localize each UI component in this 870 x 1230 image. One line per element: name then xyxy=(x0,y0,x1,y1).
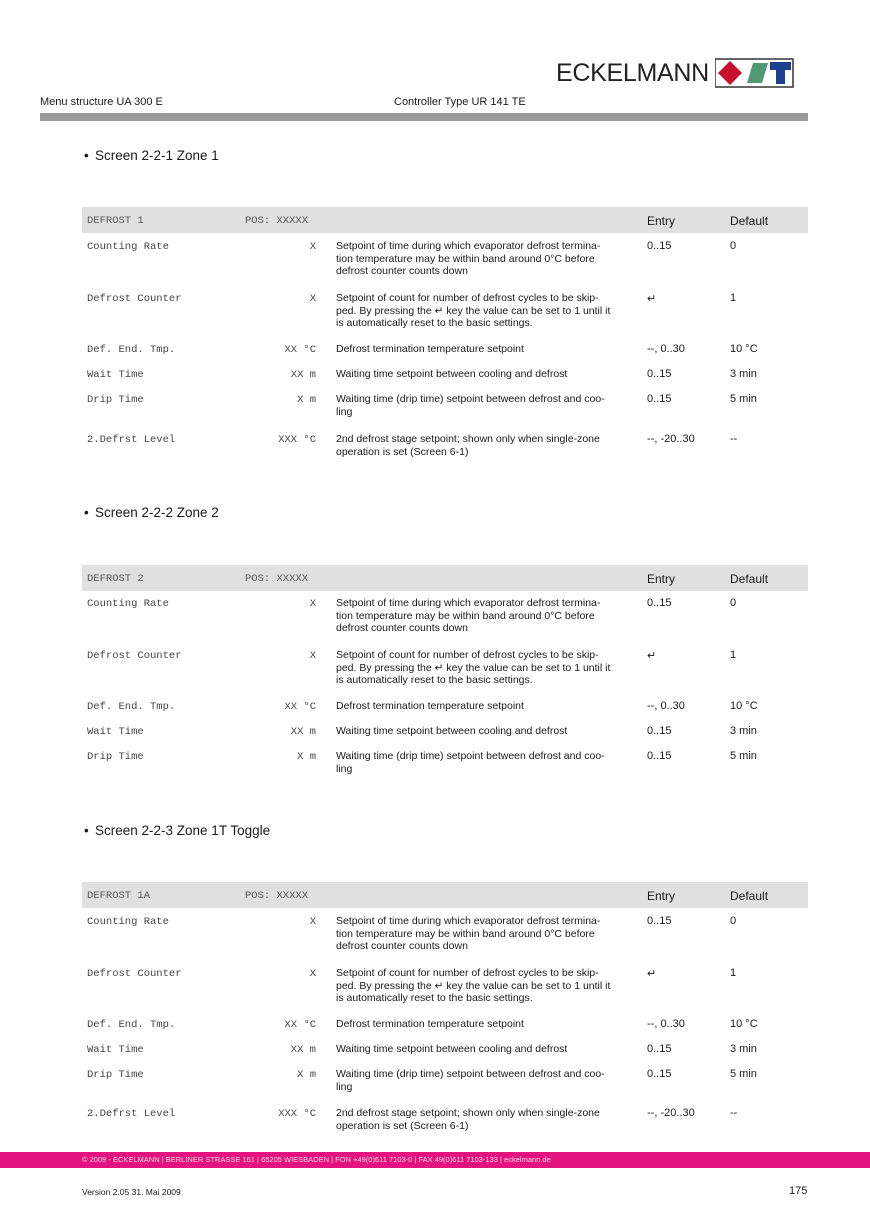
description-line: Setpoint of time during which evaporator defrost termina- xyxy=(336,240,601,252)
description-line: ling xyxy=(336,1080,353,1093)
section-title xyxy=(84,505,219,520)
footer-bar xyxy=(0,1152,870,1168)
entry-range: --, 0..30 xyxy=(647,343,685,355)
description-line: Waiting time setpoint between cooling and defrost xyxy=(336,725,568,737)
default-value: 3 min xyxy=(730,725,757,737)
description-line: ling xyxy=(336,405,353,418)
default-value: -- xyxy=(730,433,738,445)
parameter-description xyxy=(336,700,640,713)
parameter-name: Counting Rate xyxy=(87,598,169,610)
description-line: Defrost termination temperature setpoint xyxy=(336,343,524,355)
screen-name: DEFROST 1 xyxy=(87,215,144,227)
parameter-value-format: X xyxy=(309,650,316,662)
parameter-name: Def. End. Tmp. xyxy=(87,344,176,356)
parameter-value-format: X m xyxy=(297,1069,316,1081)
entry-range: --, 0..30 xyxy=(647,1018,685,1030)
parameter-value-format: XX m xyxy=(290,726,316,738)
description-line: tion temperature may be within band around 0°C before xyxy=(336,927,595,940)
default-column-header: Default xyxy=(730,889,769,903)
entry-range: --, 0..30 xyxy=(647,700,685,712)
logo-mark-icon xyxy=(715,58,795,88)
entry-range: ↵ xyxy=(647,293,657,305)
version-date: Version 2.05 31. Mai 2009 xyxy=(82,1187,181,1197)
section-title-text: Screen 2-2-3 Zone 1T Toggle xyxy=(95,823,271,838)
parameter-value-format: XX °C xyxy=(284,1019,316,1031)
entry-range: 0..15 xyxy=(647,597,672,609)
parameter-name: Wait Time xyxy=(87,369,144,381)
description-line: is automatically reset to the basic settings. xyxy=(336,992,533,1004)
description-line: Waiting time setpoint between cooling and defrost xyxy=(336,368,568,380)
header-divider-bar xyxy=(40,113,808,121)
parameter-description xyxy=(336,725,640,738)
header-doc-title: Menu structure UA 300 E xyxy=(40,96,163,108)
entry-range: ↵ xyxy=(647,968,657,980)
default-value: 0 xyxy=(730,915,737,927)
parameter-name: Counting Rate xyxy=(87,916,169,928)
parameter-value-format: XX °C xyxy=(284,701,316,713)
parameter-description xyxy=(336,393,640,418)
default-value: 1 xyxy=(730,292,737,304)
parameter-value-format: X xyxy=(309,241,316,253)
parameter-table xyxy=(82,207,808,473)
page-number: 175 xyxy=(789,1185,808,1197)
header-controller-type: Controller Type UR 141 TE xyxy=(394,96,526,108)
default-value: 5 min xyxy=(730,1068,757,1080)
parameter-description xyxy=(336,1068,640,1093)
entry-range: 0..15 xyxy=(647,240,672,252)
parameter-name: Defrost Counter xyxy=(87,293,182,305)
description-line: tion temperature may be within band around 0°C before xyxy=(336,252,595,265)
entry-range: 0..15 xyxy=(647,1043,672,1055)
description-line: Setpoint of count for number of defrost cycles to be skip- xyxy=(336,967,599,979)
description-line: Setpoint of time during which evaporator defrost termina- xyxy=(336,597,601,609)
default-column-header: Default xyxy=(730,214,769,228)
description-line: Waiting time (drip time) setpoint between defrost and coo- xyxy=(336,1068,605,1080)
parameter-name: Wait Time xyxy=(87,1044,144,1056)
parameter-description xyxy=(336,597,640,635)
description-line: is automatically reset to the basic settings. xyxy=(336,317,533,329)
parameter-description xyxy=(336,1018,640,1031)
section-title xyxy=(84,148,219,163)
parameter-description xyxy=(336,750,640,775)
parameter-value-format: XXX °C xyxy=(278,434,316,446)
parameter-name: Def. End. Tmp. xyxy=(87,701,176,713)
description-line: defrost counter counts down xyxy=(336,265,468,277)
default-value: 0 xyxy=(730,597,737,609)
default-value: 10 °C xyxy=(730,343,758,355)
description-line: is automatically reset to the basic settings. xyxy=(336,674,533,686)
parameter-description xyxy=(336,433,640,458)
default-column-header: Default xyxy=(730,572,769,586)
bullet-icon: • xyxy=(84,148,89,163)
entry-range: --, -20..30 xyxy=(647,433,695,445)
parameter-description xyxy=(336,967,640,1005)
parameter-name: Drip Time xyxy=(87,751,144,763)
default-value: 1 xyxy=(730,967,737,979)
position-label: POS: XXXXX xyxy=(245,573,309,585)
description-line: Setpoint of time during which evaporator defrost termina- xyxy=(336,915,601,927)
parameter-value-format: X m xyxy=(297,751,316,763)
parameter-value-format: XXX °C xyxy=(278,1108,316,1120)
parameter-name: Counting Rate xyxy=(87,241,169,253)
table-header xyxy=(82,565,808,591)
parameter-description xyxy=(336,368,640,381)
parameter-value-format: X xyxy=(309,968,316,980)
description-line: Defrost termination temperature setpoint xyxy=(336,1018,524,1030)
parameter-name: Def. End. Tmp. xyxy=(87,1019,176,1031)
parameter-name: 2.Defrst Level xyxy=(87,1108,176,1120)
logo-wordmark: ECKELMANN xyxy=(556,58,709,87)
parameter-value-format: XX °C xyxy=(284,344,316,356)
default-value: 3 min xyxy=(730,1043,757,1055)
description-line: ped. By pressing the ↵ key the value can be set to 1 until it xyxy=(336,661,611,674)
entry-range: 0..15 xyxy=(647,750,672,762)
entry-range: --, -20..30 xyxy=(647,1107,695,1119)
section-title-text: Screen 2-2-2 Zone 2 xyxy=(95,505,219,520)
description-line: 2nd defrost stage setpoint; shown only when single-zone xyxy=(336,433,600,445)
section-title-text: Screen 2-2-1 Zone 1 xyxy=(95,148,219,163)
eckelmann-logo xyxy=(556,57,795,89)
description-line: operation is set (Screen 6-1) xyxy=(336,1119,469,1132)
table-header xyxy=(82,207,808,233)
entry-column-header: Entry xyxy=(647,214,676,228)
parameter-table xyxy=(82,882,808,1147)
entry-column-header: Entry xyxy=(647,889,676,903)
screen-name: DEFROST 2 xyxy=(87,573,144,585)
parameter-value-format: XX m xyxy=(290,369,316,381)
default-value: 1 xyxy=(730,649,737,661)
parameter-description xyxy=(336,1107,640,1132)
parameter-name: Defrost Counter xyxy=(87,650,182,662)
parameter-name: Defrost Counter xyxy=(87,968,182,980)
description-line: defrost counter counts down xyxy=(336,622,468,634)
table-header xyxy=(82,882,808,908)
position-label: POS: XXXXX xyxy=(245,215,309,227)
parameter-description xyxy=(336,292,640,330)
entry-range: 0..15 xyxy=(647,1068,672,1080)
description-line: operation is set (Screen 6-1) xyxy=(336,445,469,458)
parameter-name: Drip Time xyxy=(87,394,144,406)
description-line: Setpoint of count for number of defrost cycles to be skip- xyxy=(336,292,599,304)
footer-address: © 2009 - ECKELMANN | BERLINER STRASSE 161 | 65205 WIESBADEN | FON +49(0)611 7103-0 | FAX 49(0)611 7103-133 | eckelmann.de xyxy=(82,1155,551,1164)
description-line: ped. By pressing the ↵ key the value can be set to 1 until it xyxy=(336,979,611,992)
description-line: Waiting time (drip time) setpoint between defrost and coo- xyxy=(336,393,605,405)
entry-column-header: Entry xyxy=(647,572,676,586)
entry-range: 0..15 xyxy=(647,725,672,737)
position-label: POS: XXXXX xyxy=(245,890,309,902)
default-value: 5 min xyxy=(730,750,757,762)
section-title xyxy=(84,823,270,838)
parameter-name: Drip Time xyxy=(87,1069,144,1081)
parameter-description xyxy=(336,649,640,687)
description-line: tion temperature may be within band around 0°C before xyxy=(336,609,595,622)
description-line: Setpoint of count for number of defrost cycles to be skip- xyxy=(336,649,599,661)
parameter-description xyxy=(336,1043,640,1056)
description-line: Waiting time setpoint between cooling and defrost xyxy=(336,1043,568,1055)
screen-name: DEFROST 1A xyxy=(87,890,151,902)
default-value: 3 min xyxy=(730,368,757,380)
default-value: 10 °C xyxy=(730,700,758,712)
parameter-value-format: X xyxy=(309,598,316,610)
parameter-description xyxy=(336,343,640,356)
description-line: ped. By pressing the ↵ key the value can be set to 1 until it xyxy=(336,304,611,317)
description-line: ling xyxy=(336,762,353,775)
parameter-value-format: X m xyxy=(297,394,316,406)
bullet-icon: • xyxy=(84,505,89,520)
entry-range: 0..15 xyxy=(647,393,672,405)
default-value: 0 xyxy=(730,240,737,252)
parameter-description xyxy=(336,915,640,953)
default-value: -- xyxy=(730,1107,738,1119)
parameter-table xyxy=(82,565,808,790)
default-value: 5 min xyxy=(730,393,757,405)
parameter-value-format: X xyxy=(309,916,316,928)
parameter-value-format: X xyxy=(309,293,316,305)
description-line: Defrost termination temperature setpoint xyxy=(336,700,524,712)
description-line: Waiting time (drip time) setpoint between defrost and coo- xyxy=(336,750,605,762)
description-line: defrost counter counts down xyxy=(336,940,468,952)
parameter-value-format: XX m xyxy=(290,1044,316,1056)
default-value: 10 °C xyxy=(730,1018,758,1030)
entry-range: 0..15 xyxy=(647,368,672,380)
parameter-name: 2.Defrst Level xyxy=(87,434,176,446)
parameter-name: Wait Time xyxy=(87,726,144,738)
entry-range: 0..15 xyxy=(647,915,672,927)
entry-range: ↵ xyxy=(647,650,657,662)
parameter-description xyxy=(336,240,640,278)
bullet-icon: • xyxy=(84,823,89,838)
description-line: 2nd defrost stage setpoint; shown only when single-zone xyxy=(336,1107,600,1119)
